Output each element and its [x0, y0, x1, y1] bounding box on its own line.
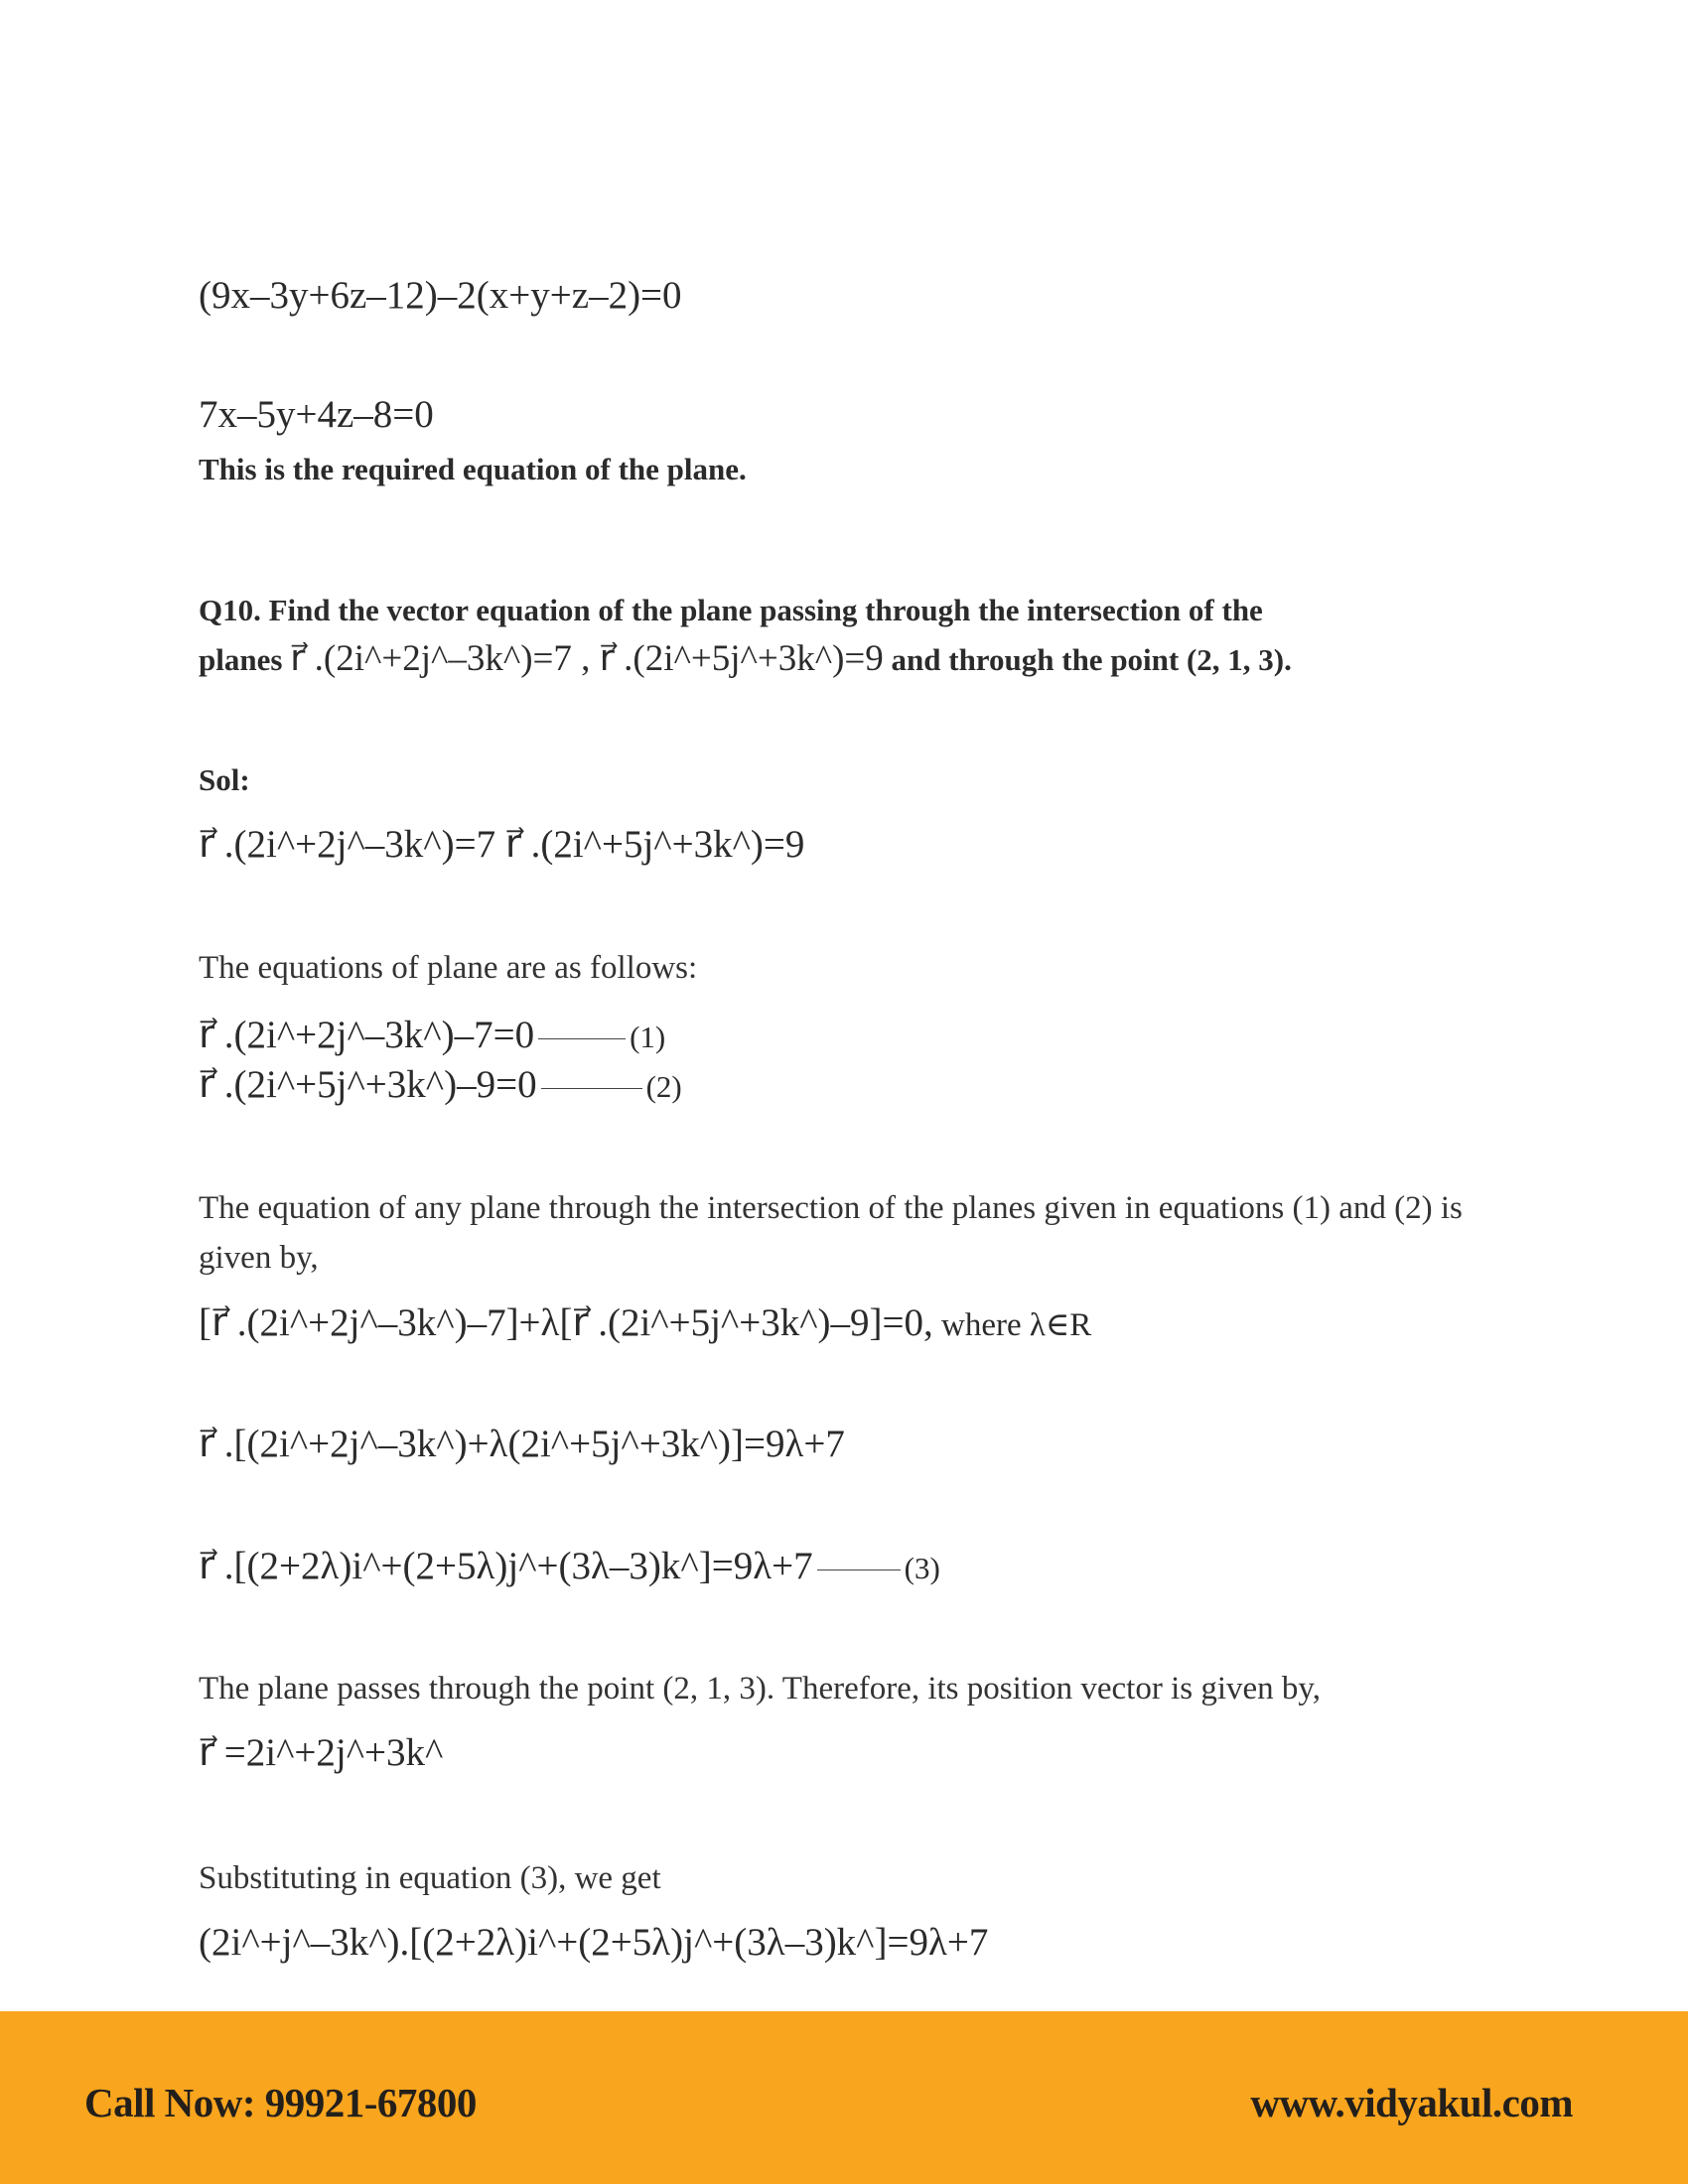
solution-label: Sol: — [199, 762, 250, 797]
given-equations: r⃗ .(2i^+2j^–3k^)=7 r⃗ .(2i^+5j^+3k^)=9 — [199, 823, 805, 866]
equation-line: (9x–3y+6z–12)–2(x+y+z–2)=0 — [199, 274, 682, 317]
paragraph-text: The equations of plane are as follows: — [199, 950, 698, 986]
equation: r⃗ .(2i^+5j^+3k^)–9=0 — [199, 1063, 537, 1106]
equation: r⃗ .[(2+2λ)i^+(2+5λ)j^+(3λ–3)k^]=9λ+7 — [199, 1545, 813, 1587]
footer-banner — [0, 2011, 1688, 2184]
question-equation: r⃗ .(2i^+2j^–3k^)=7 , r⃗ .(2i^+5j^+3k^)=9 — [290, 638, 884, 679]
equation-3-line — [199, 1544, 940, 1588]
paragraph-text: The plane passes through the point (2, 1, 3). Therefore, its position vector is given by, — [199, 1671, 1322, 1706]
equation-number: (2) — [645, 1069, 682, 1104]
divider — [541, 1088, 642, 1089]
conclusion-text: This is the required equation of the plane. — [199, 452, 747, 486]
family-of-planes-equation — [199, 1300, 1091, 1345]
plane-equation-1 — [199, 1013, 665, 1057]
plane-equation-2 — [199, 1062, 682, 1107]
divider — [538, 1038, 626, 1039]
where-clause: where λ∈R — [932, 1307, 1092, 1343]
question-text: and through the point (2, 1, 3). — [883, 642, 1292, 677]
website-link[interactable]: www.vidyakul.com — [1250, 2080, 1573, 2125]
equation: [r⃗ .(2i^+2j^–3k^)–7]+λ[r⃗ .(2i^+5j^+3k^)–9]=0, — [199, 1301, 933, 1344]
equation: r⃗ .(2i^+2j^–3k^)–7=0 — [199, 1014, 535, 1056]
call-now-text: Call Now: 99921-67800 — [84, 2080, 477, 2125]
question-heading: Q10. Find the vector equation of the plane passing through the intersection of the — [199, 593, 1263, 627]
substituted-equation: (2i^+j^–3k^).[(2+2λ)i^+(2+5λ)j^+(3λ–3)k^]=9λ+7 — [199, 1921, 989, 1964]
equation-line: 7x–5y+4z–8=0 — [199, 393, 434, 436]
paragraph-text: Substituting in equation (3), we get — [199, 1860, 661, 1896]
position-vector-equation: r⃗ =2i^+2j^+3k^ — [199, 1731, 444, 1774]
combined-equation: r⃗ .[(2i^+2j^–3k^)+λ(2i^+5j^+3k^)]=9λ+7 — [199, 1423, 845, 1465]
question-text: planes — [199, 642, 291, 677]
paragraph-text: The equation of any plane through the intersection of the planes given in equations (1) and (2) is — [199, 1190, 1463, 1226]
equation-number: (1) — [630, 1020, 666, 1054]
question-heading-line2 — [199, 636, 1292, 680]
paragraph-text: given by, — [199, 1240, 319, 1276]
equation-number: (3) — [904, 1551, 940, 1585]
